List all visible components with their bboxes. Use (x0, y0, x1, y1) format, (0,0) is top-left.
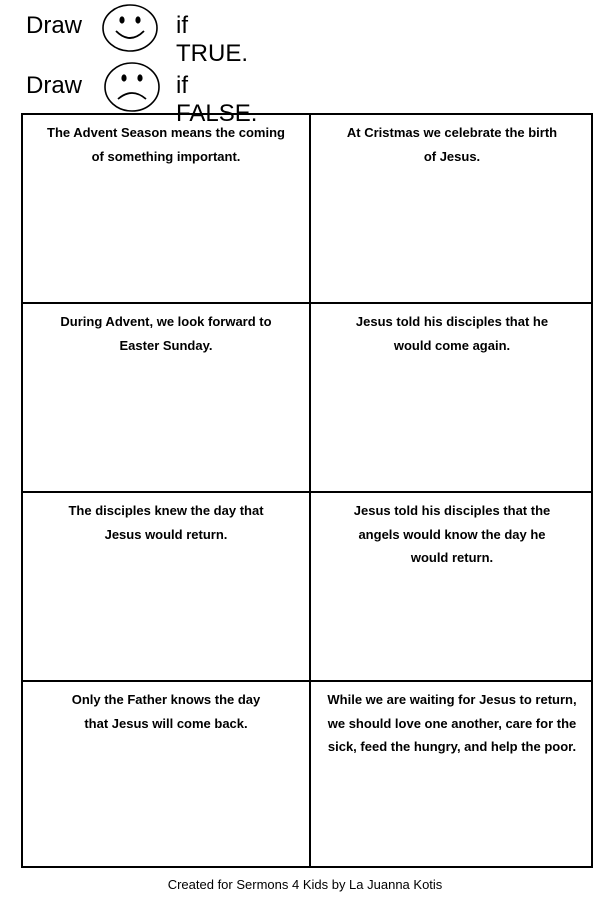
statement-line: would return. (410, 550, 494, 565)
footer-credit: Created for Sermons 4 Kids by La Juanna Kotis (167, 877, 443, 892)
statement-cell[interactable] (23, 115, 309, 302)
statement-line: angels would know the day he (358, 526, 546, 542)
statement-line: Easter Sunday. (119, 337, 213, 353)
legend-false-label: if FALSE. (176, 72, 258, 127)
statement-cell[interactable] (23, 682, 309, 866)
statement-text (311, 310, 593, 357)
statement-grid (21, 113, 593, 868)
statement-line: would come again. (393, 337, 511, 353)
statement-text (23, 121, 309, 168)
statement-line: The Advent Season means the coming (47, 125, 285, 140)
statement-line: of Jesus. (423, 148, 481, 164)
statement-cell[interactable] (311, 493, 593, 680)
statement-text (311, 688, 593, 759)
statement-text (311, 499, 593, 570)
legend-true-label: if TRUE. (176, 12, 248, 67)
statement-line: we should love one another, care for the (327, 715, 577, 731)
legend-draw-text: Draw (26, 72, 83, 99)
statement-cell[interactable] (311, 682, 593, 866)
frowny-face-icon (103, 61, 161, 113)
statement-text (311, 121, 593, 168)
legend-draw-text: Draw (26, 12, 83, 39)
statement-line: sick, feed the hungry, and help the poor. (327, 739, 577, 754)
statement-text (23, 688, 309, 735)
statement-line: The disciples knew the day that (68, 503, 264, 518)
statement-line: of something important. (91, 148, 241, 164)
statement-cell[interactable] (23, 493, 309, 680)
statement-cell[interactable] (311, 115, 593, 302)
statement-line: During Advent, we look forward to (60, 314, 272, 329)
statement-line: Only the Father knows the day (71, 692, 261, 707)
statement-cell[interactable] (23, 304, 309, 491)
smiley-face-icon (101, 3, 159, 53)
statement-line: that Jesus will come back. (84, 715, 248, 731)
statement-text (23, 310, 309, 357)
statement-line: At Cristmas we celebrate the birth (346, 125, 558, 140)
statement-line: Jesus told his disciples that the (353, 503, 551, 518)
statement-line: Jesus would return. (104, 526, 228, 542)
statement-cell[interactable] (311, 304, 593, 491)
statement-text (23, 499, 309, 546)
statement-line: Jesus told his disciples that he (355, 314, 549, 329)
statement-line: While we are waiting for Jesus to return, (327, 692, 577, 707)
